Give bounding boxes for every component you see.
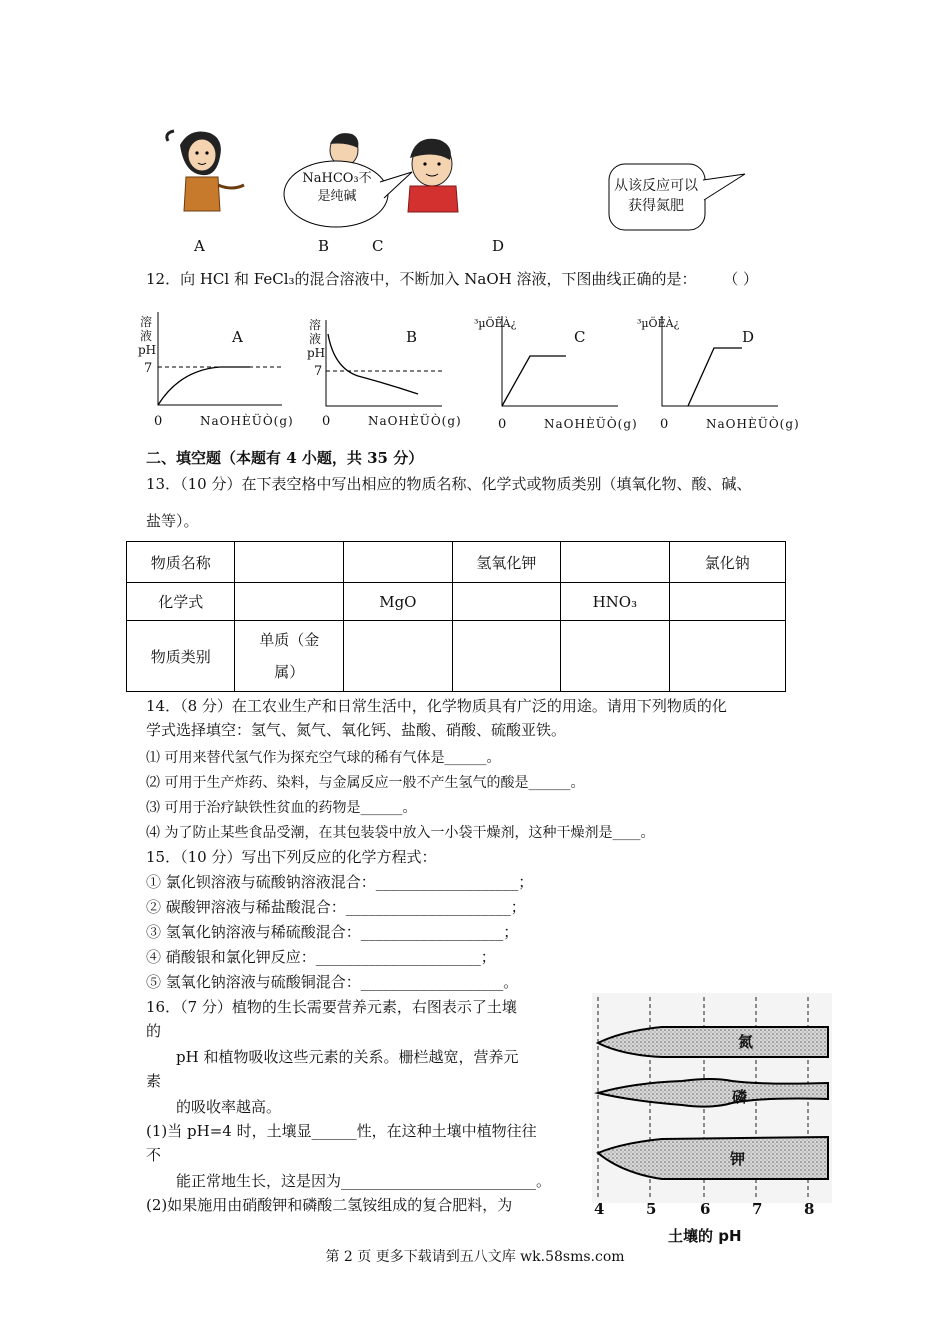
tick-label-8: 8 <box>804 1200 815 1218</box>
chart-c-ylabel: ³µÖÊÀ¿ <box>474 317 517 330</box>
figure-xlabel: 土壤的 pH <box>668 1227 742 1245</box>
table-cell <box>344 621 453 692</box>
table-cell <box>452 621 560 692</box>
q13-line-1: 13．（10 分）在下表空格中写出相应的物质名称、化学式或物质类别（填氧化物、酸、碱、 <box>146 475 752 493</box>
chart-c-curve <box>502 356 566 406</box>
soil-ph-band-chart <box>592 993 832 1203</box>
option-label-c: C <box>372 237 384 255</box>
option-label-a: A <box>194 237 205 255</box>
band-label-nitrogen: 氮 <box>738 1033 754 1051</box>
q15-item-2: ② 碳酸钾溶液与稀盐酸混合：______________________； <box>146 898 526 916</box>
chart-b-ylabel: 溶液pH <box>307 318 326 360</box>
table-row <box>127 621 786 692</box>
table-cell <box>344 542 453 583</box>
chart-a-origin: 0 <box>154 414 163 429</box>
page-footer: 第 2 页 更多下载请到五八文库 wk.58sms.com <box>325 1249 625 1265</box>
chart-d-curve <box>688 348 742 406</box>
table-cell <box>561 621 670 692</box>
nitrogen-band <box>598 1027 828 1057</box>
q14-line-1: 14．（8 分）在工农业生产和日常生活中，化学物质具有广泛的用途。请用下列物质的化 <box>146 697 727 715</box>
chart-b-origin: 0 <box>322 414 331 429</box>
chart-a-plot <box>150 310 290 410</box>
chart-c-label: C <box>574 328 586 346</box>
q13-table <box>126 541 786 692</box>
q13-line-2: 盐等）。 <box>146 512 199 530</box>
q15-item-5: ⑤ 氢氧化钠溶液与硫酸铜混合：___________________。 <box>146 973 519 991</box>
q14-item-2: ⑵ 可用于生产炸药、染料，与金属反应一般不产生氢气的酸是______。 <box>146 775 585 791</box>
table-cell: 氢氧化钾 <box>452 542 560 583</box>
tick-label-5: 5 <box>646 1200 657 1218</box>
chart-d-ylabel: ³µÖÊÀ¿ <box>637 317 680 330</box>
potassium-band <box>598 1137 828 1179</box>
table-cell <box>235 542 344 583</box>
q12-answer-paren: （ ） <box>723 270 759 288</box>
q16-line-2: 的 <box>146 1022 162 1040</box>
chart-a-tick-7: 7 <box>144 361 153 376</box>
section-2-title: 二、填空题（本题有 4 小题，共 35 分） <box>146 449 424 467</box>
q16-line-3: pH 和植物吸收这些元素的关系。栅栏越宽，营养元 <box>176 1048 519 1066</box>
table-cell <box>452 583 560 621</box>
chart-a-curve <box>158 367 250 405</box>
chart-d-plot <box>654 310 784 410</box>
q15-title: 15．（10 分）写出下列反应的化学方程式： <box>146 848 437 866</box>
chart-b-plot <box>318 310 448 410</box>
table-cell: 化学式 <box>127 583 235 621</box>
option-label-b: B <box>318 237 330 255</box>
chart-a-xlabel: NaOHÈÜÒ(g) <box>200 414 294 428</box>
chart-c-xlabel: NaOHÈÜÒ(g) <box>544 417 638 431</box>
q16-line-5: 的吸收率越高。 <box>176 1098 282 1116</box>
bubble-d-text: 从该反应可以获得氮肥 <box>614 178 698 214</box>
girl-figure-illustration <box>160 125 250 215</box>
q15-item-1: ① 氯化钡溶液与硫酸钠溶液混合：___________________； <box>146 873 534 891</box>
table-cell <box>561 542 670 583</box>
q14-line-2: 学式选择填空：氢气、氮气、氧化钙、盐酸、硝酸、硫酸亚铁。 <box>146 721 567 739</box>
chart-d-xlabel: NaOHÈÜÒ(g) <box>706 417 800 431</box>
band-label-phosphorus: 磷 <box>732 1088 748 1106</box>
table-row <box>127 583 786 621</box>
table-cell: 单质（金属） <box>235 621 344 692</box>
table-cell: MgO <box>344 583 453 621</box>
q16-line-4: 素 <box>146 1072 162 1090</box>
chart-b-label: B <box>406 328 418 346</box>
table-cell: 氯化钠 <box>669 542 785 583</box>
table-cell: HNO₃ <box>561 583 670 621</box>
bubble-c-text: NaHCO₃不是纯碱 <box>302 171 372 204</box>
tick-label-7: 7 <box>752 1200 763 1218</box>
q16-line-1: 16．（7 分）植物的生长需要营养元素，右图表示了土壤 <box>146 998 517 1016</box>
q14-item-3: ⑶ 可用于治疗缺铁性贫血的药物是______。 <box>146 800 417 816</box>
q12-question <box>146 268 758 290</box>
table-cell: 物质名称 <box>127 542 235 583</box>
chart-b-tick-7: 7 <box>314 364 323 379</box>
q14-item-4: ⑷ 为了防止某些食品受潮，在其包装袋中放入一小袋干燥剂，这种干燥剂是____。 <box>146 825 655 841</box>
q16-line-6: (1)当 pH=4 时，土壤显______性，在这种土壤中植物往往 <box>146 1122 537 1140</box>
chart-c-plot <box>494 310 624 410</box>
chart-d-label: D <box>742 328 755 346</box>
q12-text: 12．向 HCl 和 FeCl₃的混合溶液中，不断加入 NaOH 溶液，下图曲线正确的是： <box>146 270 697 288</box>
q16-line-7: 不 <box>146 1146 162 1164</box>
chart-a-ylabel: 溶液pH <box>138 315 157 357</box>
chart-d-origin: 0 <box>660 417 669 432</box>
chart-c-origin: 0 <box>498 417 507 432</box>
option-label-d: D <box>492 237 505 255</box>
chart-b-curve <box>328 334 418 394</box>
q16-line-8: 能正常地生长，这是因为__________________________。 <box>176 1172 552 1190</box>
q16-line-9: (2)如果施用由硝酸钾和磷酸二氢铵组成的复合肥料，为 <box>146 1196 513 1214</box>
chart-a-label: A <box>232 328 243 346</box>
q14-item-1: ⑴ 可用来替代氢气作为探充空气球的稀有气体是______。 <box>146 750 501 766</box>
table-row <box>127 542 786 583</box>
tick-label-6: 6 <box>700 1200 711 1218</box>
chart-b-xlabel: NaOHÈÜÒ(g) <box>368 414 462 428</box>
q15-item-3: ③ 氢氧化钠溶液与稀硫酸混合：___________________； <box>146 923 519 941</box>
tick-label-4: 4 <box>594 1200 605 1218</box>
band-label-potassium: 钾 <box>730 1150 746 1168</box>
table-cell <box>669 621 785 692</box>
table-cell <box>235 583 344 621</box>
table-cell: 物质类别 <box>127 621 235 692</box>
q15-item-4: ④ 硝酸银和氯化钾反应：______________________； <box>146 948 496 966</box>
table-cell <box>669 583 785 621</box>
